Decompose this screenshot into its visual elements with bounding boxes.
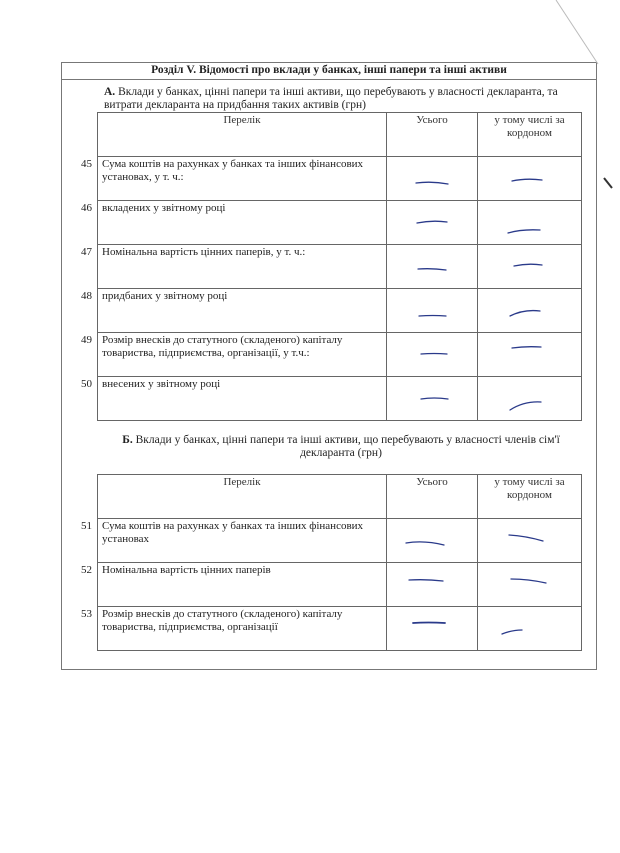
- row-number: 48: [81, 290, 92, 302]
- row-label: Номінальна вартість цінних паперів, у т. ч.:: [98, 245, 387, 289]
- dash-mark: [421, 398, 448, 399]
- row-label: Номінальна вартість цінних паперів: [98, 563, 387, 607]
- dash-mark: [409, 580, 443, 581]
- section-title: Розділ V. Відомості про вклади у банках, інші папери та інші активи: [61, 62, 597, 80]
- dash-mark: [419, 316, 446, 317]
- dash-mark: [421, 354, 447, 355]
- dash-mark: [514, 264, 542, 266]
- part-a-letter: А.: [104, 86, 116, 98]
- row-label: придбаних у звітному році: [98, 289, 387, 333]
- row-label: внесених у звітному році: [98, 377, 387, 421]
- row-label: Сума коштів на рахунках у банках та інших фінансових установах: [98, 519, 387, 563]
- col-header-total: Усього: [387, 113, 478, 157]
- row-number: 49: [81, 334, 92, 346]
- col-header-total: Усього: [387, 475, 478, 519]
- dash-mark: [413, 623, 445, 624]
- row-number: 50: [81, 378, 92, 390]
- dash-mark: [512, 179, 542, 181]
- col-header-list: Перелік: [98, 475, 387, 519]
- row-label: Розмір внесків до статутного (складеного) капіталу товариства, підприємства, організації, у т.ч.:: [98, 333, 387, 377]
- scan-edge-mark: [604, 178, 612, 188]
- row-number: 53: [81, 608, 92, 620]
- row-number: 47: [81, 246, 92, 258]
- dash-mark: [502, 630, 522, 634]
- dash-mark: [418, 269, 446, 270]
- row-number: 52: [81, 564, 92, 576]
- dash-mark: [510, 402, 541, 410]
- dash-mark: [416, 182, 448, 184]
- part-b-letter: Б.: [122, 434, 133, 446]
- part-a-heading-text: Вклади у банках, цінні папери та інші активи, що перебувають у власності декларанта, та витрати декларанта на придбання таких активів (грн): [104, 86, 558, 111]
- col-header-abroad: у тому числі за кордоном: [478, 113, 582, 157]
- row-label: вкладених у звітному році: [98, 201, 387, 245]
- row-label: Сума коштів на рахунках у банках та інших фінансових установах, у т. ч.:: [98, 157, 387, 201]
- col-header-abroad: у тому числі за кордоном: [478, 475, 582, 519]
- dash-mark: [406, 542, 444, 545]
- dash-mark: [508, 230, 540, 233]
- row-label: Розмір внесків до статутного (складеного) капіталу товариства, підприємства, організації: [98, 607, 387, 651]
- dash-mark: [511, 579, 546, 583]
- row-number: 46: [81, 202, 92, 214]
- dash-mark: [510, 311, 540, 316]
- scan-corner-line: [556, 0, 598, 64]
- col-header-list: Перелік: [98, 113, 387, 157]
- part-b-heading-text: Вклади у банках, цінні папери та інші активи, що перебувають у власності членів сім'ї декларанта (грн): [135, 434, 560, 459]
- dash-mark: [417, 221, 447, 223]
- dash-mark: [512, 347, 541, 348]
- row-number: 45: [81, 158, 92, 170]
- dash-mark: [509, 535, 543, 541]
- row-number: 51: [81, 520, 92, 532]
